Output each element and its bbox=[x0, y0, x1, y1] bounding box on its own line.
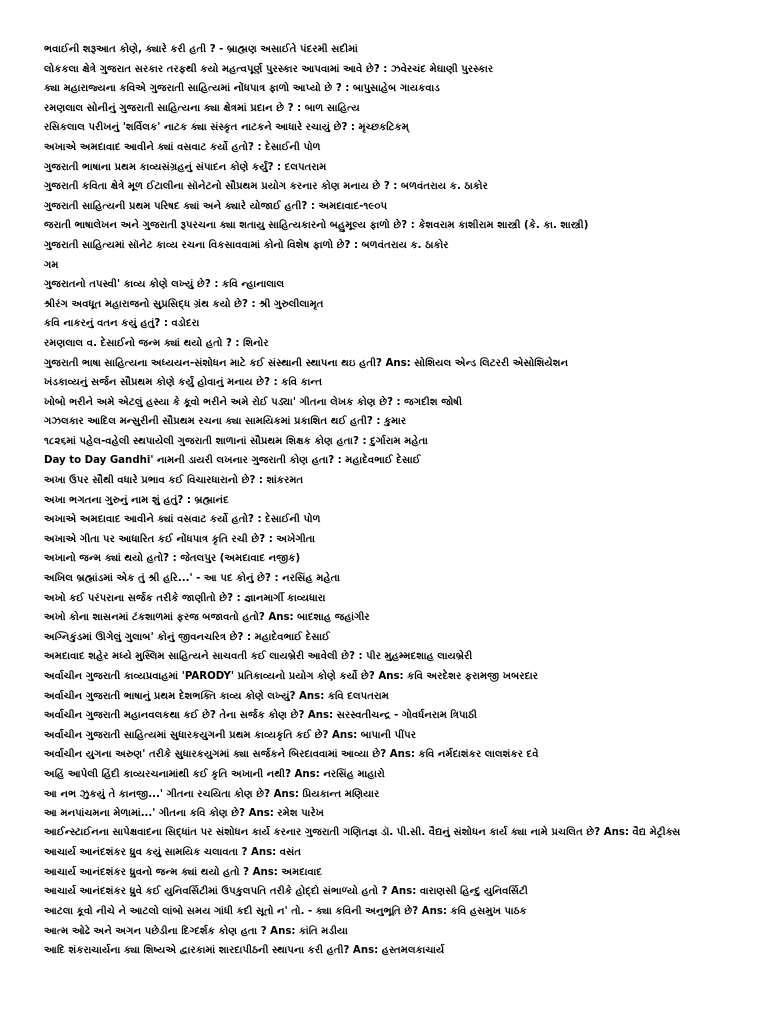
text-line: આદિ શંકરાચાર્યના ક્યા શિષ્યએ દ્વારકામાં શારદાપીઠની સ્થાપના કરી હતી? Ans: હસ્તમલકાચાર્ય bbox=[44, 945, 445, 957]
text-line: ગુજરાતી સાહિત્યની પ્રથમ પરિષદ ક્યાં અને ક્યારે યોજાઈ હતી? : અમદાવાદ-૧૯૦૫ bbox=[44, 200, 388, 212]
text-line: ગુજરાતી ભાષા સાહિત્યના અધ્યયન-સંશોધન માટે કઈ સંસ્થાની સ્થાપના થઇ હતી? Ans: સોશિયલ એન્ડ લિટરરી એસોશિયેશન bbox=[44, 357, 569, 369]
text-line: ખોબો ભરીને અમે એટલું હસ્યા કે કૂવો ભરીને અમે રોઈ પડ્યા' ગીતના લેખક કોણ છે? : જગદીશ જોષી bbox=[44, 396, 463, 408]
text-line: અમદાવાદ શહેર મધ્યે મુસ્લિમ સાહિત્યને સાચવતી કઈ લાયબ્રેરી આવેલી છે? : પીર મુહમ્મદશાહ લાયબ્રેરી bbox=[44, 651, 473, 663]
text-line: ગમ bbox=[44, 259, 59, 271]
text-line: અર્વાચીન ગુજરાતી કાવ્યપ્રવાહમાં 'PARODY' પ્રતિકાવ્યનો પ્રયોગ કોણે કર્યો છે? Ans: કવિ અરદેશર ફરામજી ખબરદાર bbox=[44, 671, 539, 682]
text-line: ભવાઈની શરૂઆત કોણે, ક્યારે કરી હતી ? - બ્રાહ્મણ અસાઈતે પંદરમી સદીમાં bbox=[44, 44, 358, 55]
text-line: રમણલાલ વ. દેસાઈનો જન્મ ક્યાં થયો હતો ? : શિનોર bbox=[44, 337, 269, 349]
text-line: અખો કઈ પરંપરાના સર્જક તરીકે જાણીતો છે? : જ્ઞાનમાર્ગી કાવ્યધારા bbox=[44, 592, 326, 604]
text-line: આચાર્ય આનંદશંકર ધ્રુવ કયું સામયિક ચલાવતા ? Ans: વસંત bbox=[44, 847, 302, 859]
text-line: ગુજરાતી કવિતા ક્ષેત્રે મૂળ ઈટાલીના સૉનેટનો સૌપ્રથમ પ્રયોગ કરનાર કોણ મનાય છે ? : બળવંતરાય ક. ઠાકોર bbox=[44, 181, 488, 193]
text-line: આ નભ ઝુકયું તે કાનજી...' ગીતના રચયિતા કોણ છે? Ans: પ્રિયકાન્ત મણિયાર bbox=[44, 788, 380, 800]
text-line: અગ્નિકુંડમાં ઊગેલું ગુલાબ' કોનું જીવનચરિત્ર છે? : મહાદેવભાઈ દેસાઈ bbox=[44, 631, 330, 643]
text-line: ગુજરાતનો તપસ્વી' કાવ્ય કોણે લખ્યું છે? : કવિ ન્હાનાલાલ bbox=[44, 279, 285, 291]
text-line: અર્વાચીન ગુજરાતી સાહિત્યમાં સુધારકયુગની પ્રથમ કાવ્યકૃતિ કઈ છે? Ans: બાપાની પીંપર bbox=[44, 729, 417, 741]
text-line: અર્વાચીન ગુજરાતી ભાષાનું પ્રથમ દેશભક્તિ કાવ્ય કોણે લખ્યું? Ans: કવિ દલપતરામ bbox=[44, 690, 389, 702]
text-line: શ્રીરંગ અવધૂત મહારાજનો સુપ્રસિદ્ધ ગ્રંથ કયો છે? : શ્રી ગુરુલીલામૃત bbox=[44, 298, 324, 310]
text-line: લોકકલા ક્ષેત્રે ગુજરાત સરકાર તરફથી કયો મહત્વપૂર્ણ પુરસ્કાર આપવામાં આવે છે? : ઝવેરચંદ મેઘાણી પુરસ્કાર bbox=[44, 63, 494, 75]
text-line: ગુજરાતી ભાષાના પ્રથમ કાવ્યસંગ્રહનું સંપાદન કોણે કર્યું? : દલપતરામ bbox=[44, 161, 327, 173]
text-line: અખાએ ગીતા પર આધારિત કઈ નોંધપાત્ર કૃતિ રચી છે? : અખેગીતા bbox=[44, 533, 316, 545]
text-line: આ મનપાંચમના મેળામાં...' ગીતના કવિ કોણ છે? Ans: રમેશ પારેખ bbox=[44, 808, 325, 820]
text-line: Day to Day Gandhi' નામની ડાયરી લખનાર ગુજરાતી કોણ હતા? : મહાદેવભાઈ દેસાઈ bbox=[44, 455, 421, 467]
text-line: ગઝલકાર આદિલ મન્સુરીની સૌપ્રથમ રચના ક્યા સામયિકમાં પ્રકાશિત થઈ હતી? : કુમાર bbox=[44, 416, 407, 428]
text-line: અર્વાચીન યુગના અરુણ' તરીકે સુધારકયુગમાં ક્યા સર્જકને બિરદાવવામાં આવ્યા છે? Ans: કવિ નર્મદાશંકર લાલશંકર દવે bbox=[44, 749, 539, 761]
text-line: ગુજરાતી સાહિત્યમાં સૉનેટ કાવ્ય રચના વિકસાવવામાં કોનો વિશેષ ફાળો છે? : બળવંતરાય ક. ઠાકોર bbox=[44, 239, 449, 251]
text-line: અખા ઉપર સૌથી વધારે પ્રભાવ કઈ વિચારધારાનો છે? : શાંકરમત bbox=[44, 475, 304, 487]
text-line: અખિલ બ્રહ્માંડમાં એક તું શ્રી હરિ...' - આ પદ કોનું છે? : નરસિંહ મહેતા bbox=[44, 573, 341, 585]
text-line: અખાએ અમદાવાદ આવીને ક્યાં વસવાટ કર્યો હતો? : દેસાઈની પોળ bbox=[44, 514, 321, 526]
text-line: આચાર્ય આનંદશંકર ધ્રુવે કઈ યુનિવર્સિટીમાં ઉપકુલપતિ તરીકે હોદ્દો સંભાળ્યો હતો ? Ans: વારાણસી હિન્દુ યુનિવર્સિટી bbox=[44, 886, 528, 898]
text-line: જરાતી ભાષાલેખન અને ગુજરાતી રૂપરચના ક્યા શતાયુ સાહિત્યકારનો બહુમૂલ્ય ફાળો છે? : કેશવરામ કાશીરામ શાસ્ત્રી (કે. કા. શાસ્ત્રી) bbox=[44, 220, 589, 232]
text-line: રસિકલાલ પરીખનું 'શર્વિલક' નાટક ક્યા સંસ્કૃત નાટકને આધારે રચાયું છે? : મૃચ્છકટિકમ્ bbox=[44, 122, 409, 134]
text-line: આત્મ ઓઢે અને અગન પછેડીના દિગ્દર્શક કોણ હતા ? Ans: કાંતિ મડીયા bbox=[44, 925, 348, 937]
text-line: અખાએ અમદાવાદ આવીને ક્યાં વસવાટ કર્યો હતો? : દેસાઈની પોળ bbox=[44, 141, 321, 153]
text-line: અહિં આપેલી હિંદી કાવ્યરચનામાંથી કઈ કૃતિ અખાની નથી? Ans: નરસિંહ માહારો bbox=[44, 768, 385, 780]
text-line: ૧૮૨૬માં પહેલ-વહેલી સ્થપાયેલી ગુજરાતી શાળાનાં સૌપ્રથમ શિક્ષક કોણ હતા? : દુર્ગારામ મહેતા bbox=[44, 435, 428, 447]
question-answer-document bbox=[44, 40, 744, 961]
text-line: અખાનો જન્મ ક્યાં થયો હતો? : જેતલપુર (અમદાવાદ નજીક) bbox=[44, 553, 301, 565]
text-line: આટલા કૂવો નીચે ને આટલો લાંબો સમય ગાંધી કદી સૂતો ન' તો. - ક્યા કવિની અનુભૂતિ છે? Ans: કવિ હસમુખ પાઠક bbox=[44, 906, 527, 918]
text-line: કવિ નાકરનું વતન કયું હતું? : વડોદરા bbox=[44, 318, 200, 330]
text-line: રમણલાલ સોનીનું ગુજરાતી સાહિત્યના ક્યા ક્ષેત્રમાં પ્રદાન છે ? : બાળ સાહિત્ય bbox=[44, 102, 360, 114]
text-line: આચાર્ય આનંદશંકર ધ્રુવનો જન્મ ક્યાં થયો હતો ? Ans: અમદાવાદ bbox=[44, 866, 323, 878]
text-line: અખો કોના શાસનમાં ટંકશાળમાં ફરજ બજાવતો હતો? Ans: બાદશાહ જહાંગીર bbox=[44, 612, 370, 624]
text-line: ખંડકાવ્યનું સર્જન સૌપ્રથમ કોણે કર્યું હોવાનું મનાય છે? : કવિ કાન્ત bbox=[44, 377, 323, 389]
text-line: અખા ભગતના ગુરુનું નામ શું હતું? : બ્રહ્માનંદ bbox=[44, 494, 229, 506]
text-line: ક્યા મહારાજ્યના કવિએ ગુજરાતી સાહિત્યમાં નોંધપાત્ર ફાળો આપ્યો છે ? : બાપુસાહેબ ગાયકવાડ bbox=[44, 83, 440, 95]
text-line: અર્વાચીન ગુજરાતી મહાનવલકથા કઈ છે? તેના સર્જક કોણ છે? Ans: સરસ્વતીચન્દ્ર - ગોવર્ધનરામ ત્રિપાઠી bbox=[44, 710, 477, 722]
text-line: આઈન્સ્ટાઈનના સાપેક્ષવાદના સિદ્ધાંત પર સંશોધન કાર્ય કરનાર ગુજરાતી ગણિતજ્ઞ ડૉ. પી.સી. વૈદ્યનું સંશોધન કાર્ય ક્યા નામે પ્રચલિત છે? Ans: વૈદ્ય મેટ્રીક્સ bbox=[44, 826, 681, 838]
